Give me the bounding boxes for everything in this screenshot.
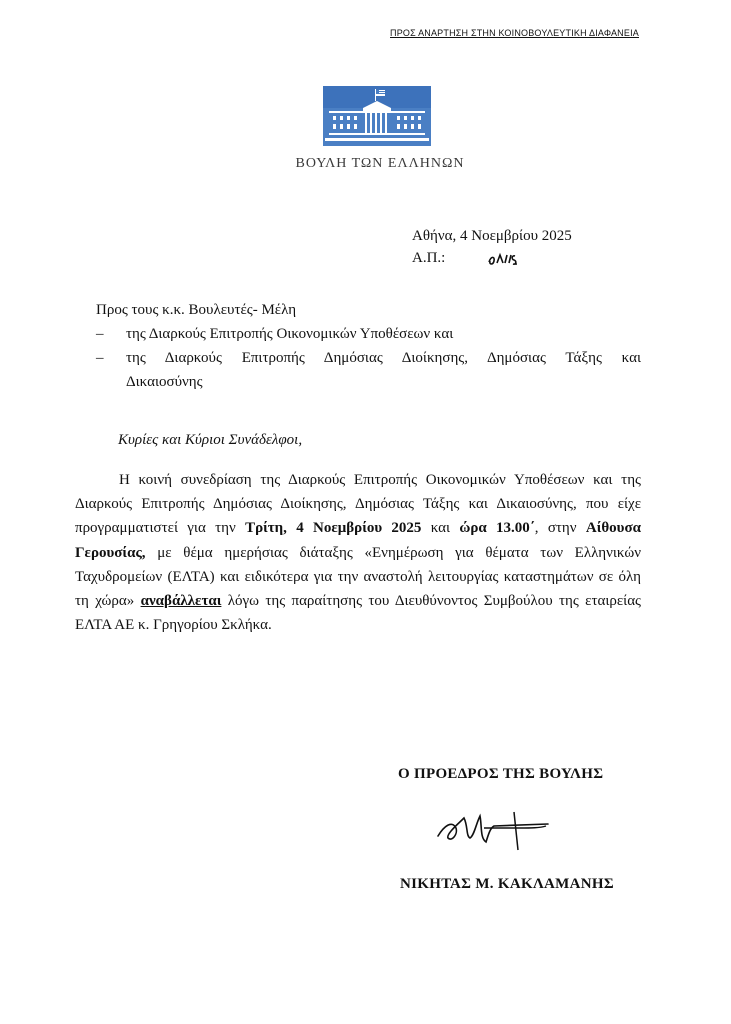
meeting-date: Τρίτη, 4 Νοεμβρίου 2025 <box>245 520 422 537</box>
body-text: με θέμα ημερήσιας διάταξης «Ενημέρωση για θέματα των Ελληνικών Ταχυδρομείων (ΕΛΤΑ) και ειδικότερα για την αναστολή λειτουργίας καταστημάτων σε όλη τη χώρα» <box>75 544 641 610</box>
recipient-text: της Διαρκούς Επιτροπής Οικονομικών Υποθέσεων και <box>126 326 454 342</box>
date-line: Αθήνα, 4 Νοεμβρίου 2025 <box>412 228 572 244</box>
dash: – <box>96 350 104 366</box>
protocol-number <box>449 251 517 267</box>
body-paragraph <box>75 468 641 637</box>
body-text: και <box>421 520 460 537</box>
postponed-word: αναβάλλεται <box>140 593 222 610</box>
signatory-name: ΝΙΚΗΤΑΣ Μ. ΚΑΚΛΑΜΑΝΗΣ <box>400 876 614 892</box>
protocol-label: Α.Π.: <box>412 250 446 266</box>
protocol-line <box>412 250 517 267</box>
recipient-item <box>96 346 641 370</box>
body-text: Η κοινή συνεδρίαση της Διαρκούς Επιτροπής Οικονομικών Υποθέσεων και της Διαρκούς Επιτροπής Δημόσιας Διοίκησης, Δημόσιας Τάξης και Δικαιοσύνης, που είχε προγραμματιστεί για την <box>75 472 641 537</box>
body-text: , στην <box>534 520 586 537</box>
dash: – <box>96 326 104 342</box>
recipient-text: της Διαρκούς Επιτροπής Δημόσιας Διοίκησης, Δημόσιας Τάξης και <box>126 350 641 366</box>
handwritten-signature <box>430 806 560 856</box>
recipients-block <box>96 298 641 394</box>
parliament-name: ΒΟΥΛΗ ΤΩΝ ΕΛΛΗΝΩΝ <box>295 156 465 171</box>
parliament-building-icon <box>323 86 431 146</box>
meeting-time: ώρα 13.00΄ <box>459 520 535 537</box>
header-note: ΠΡΟΣ ΑΝΑΡΤΗΣΗ ΣΤΗΝ ΚΟΙΝΟΒΟΥΛΕΥΤΙΚΗ ΔΙΑΦΑΝΕΙΑ <box>390 28 639 38</box>
recipients-intro: Προς τους κ.κ. Βουλευτές- Μέλη <box>96 302 297 318</box>
recipient-item <box>96 322 641 346</box>
recipient-continuation: Δικαιοσύνης <box>126 374 203 390</box>
body-text: λόγω της παραίτησης του Διευθύνοντος Συμβούλου της εταιρείας ΕΛΤΑ ΑΕ κ. Γρηγορίου Σκλήκα. <box>75 593 641 634</box>
signature-title: Ο ΠΡΟΕΔΡΟΣ ΤΗΣ ΒΟΥΛΗΣ <box>398 766 604 782</box>
salutation: Κυρίες και Κύριοι Συνάδελφοι, <box>118 432 303 448</box>
meeting-room: Αίθουσα Γερουσίας, <box>75 520 641 561</box>
